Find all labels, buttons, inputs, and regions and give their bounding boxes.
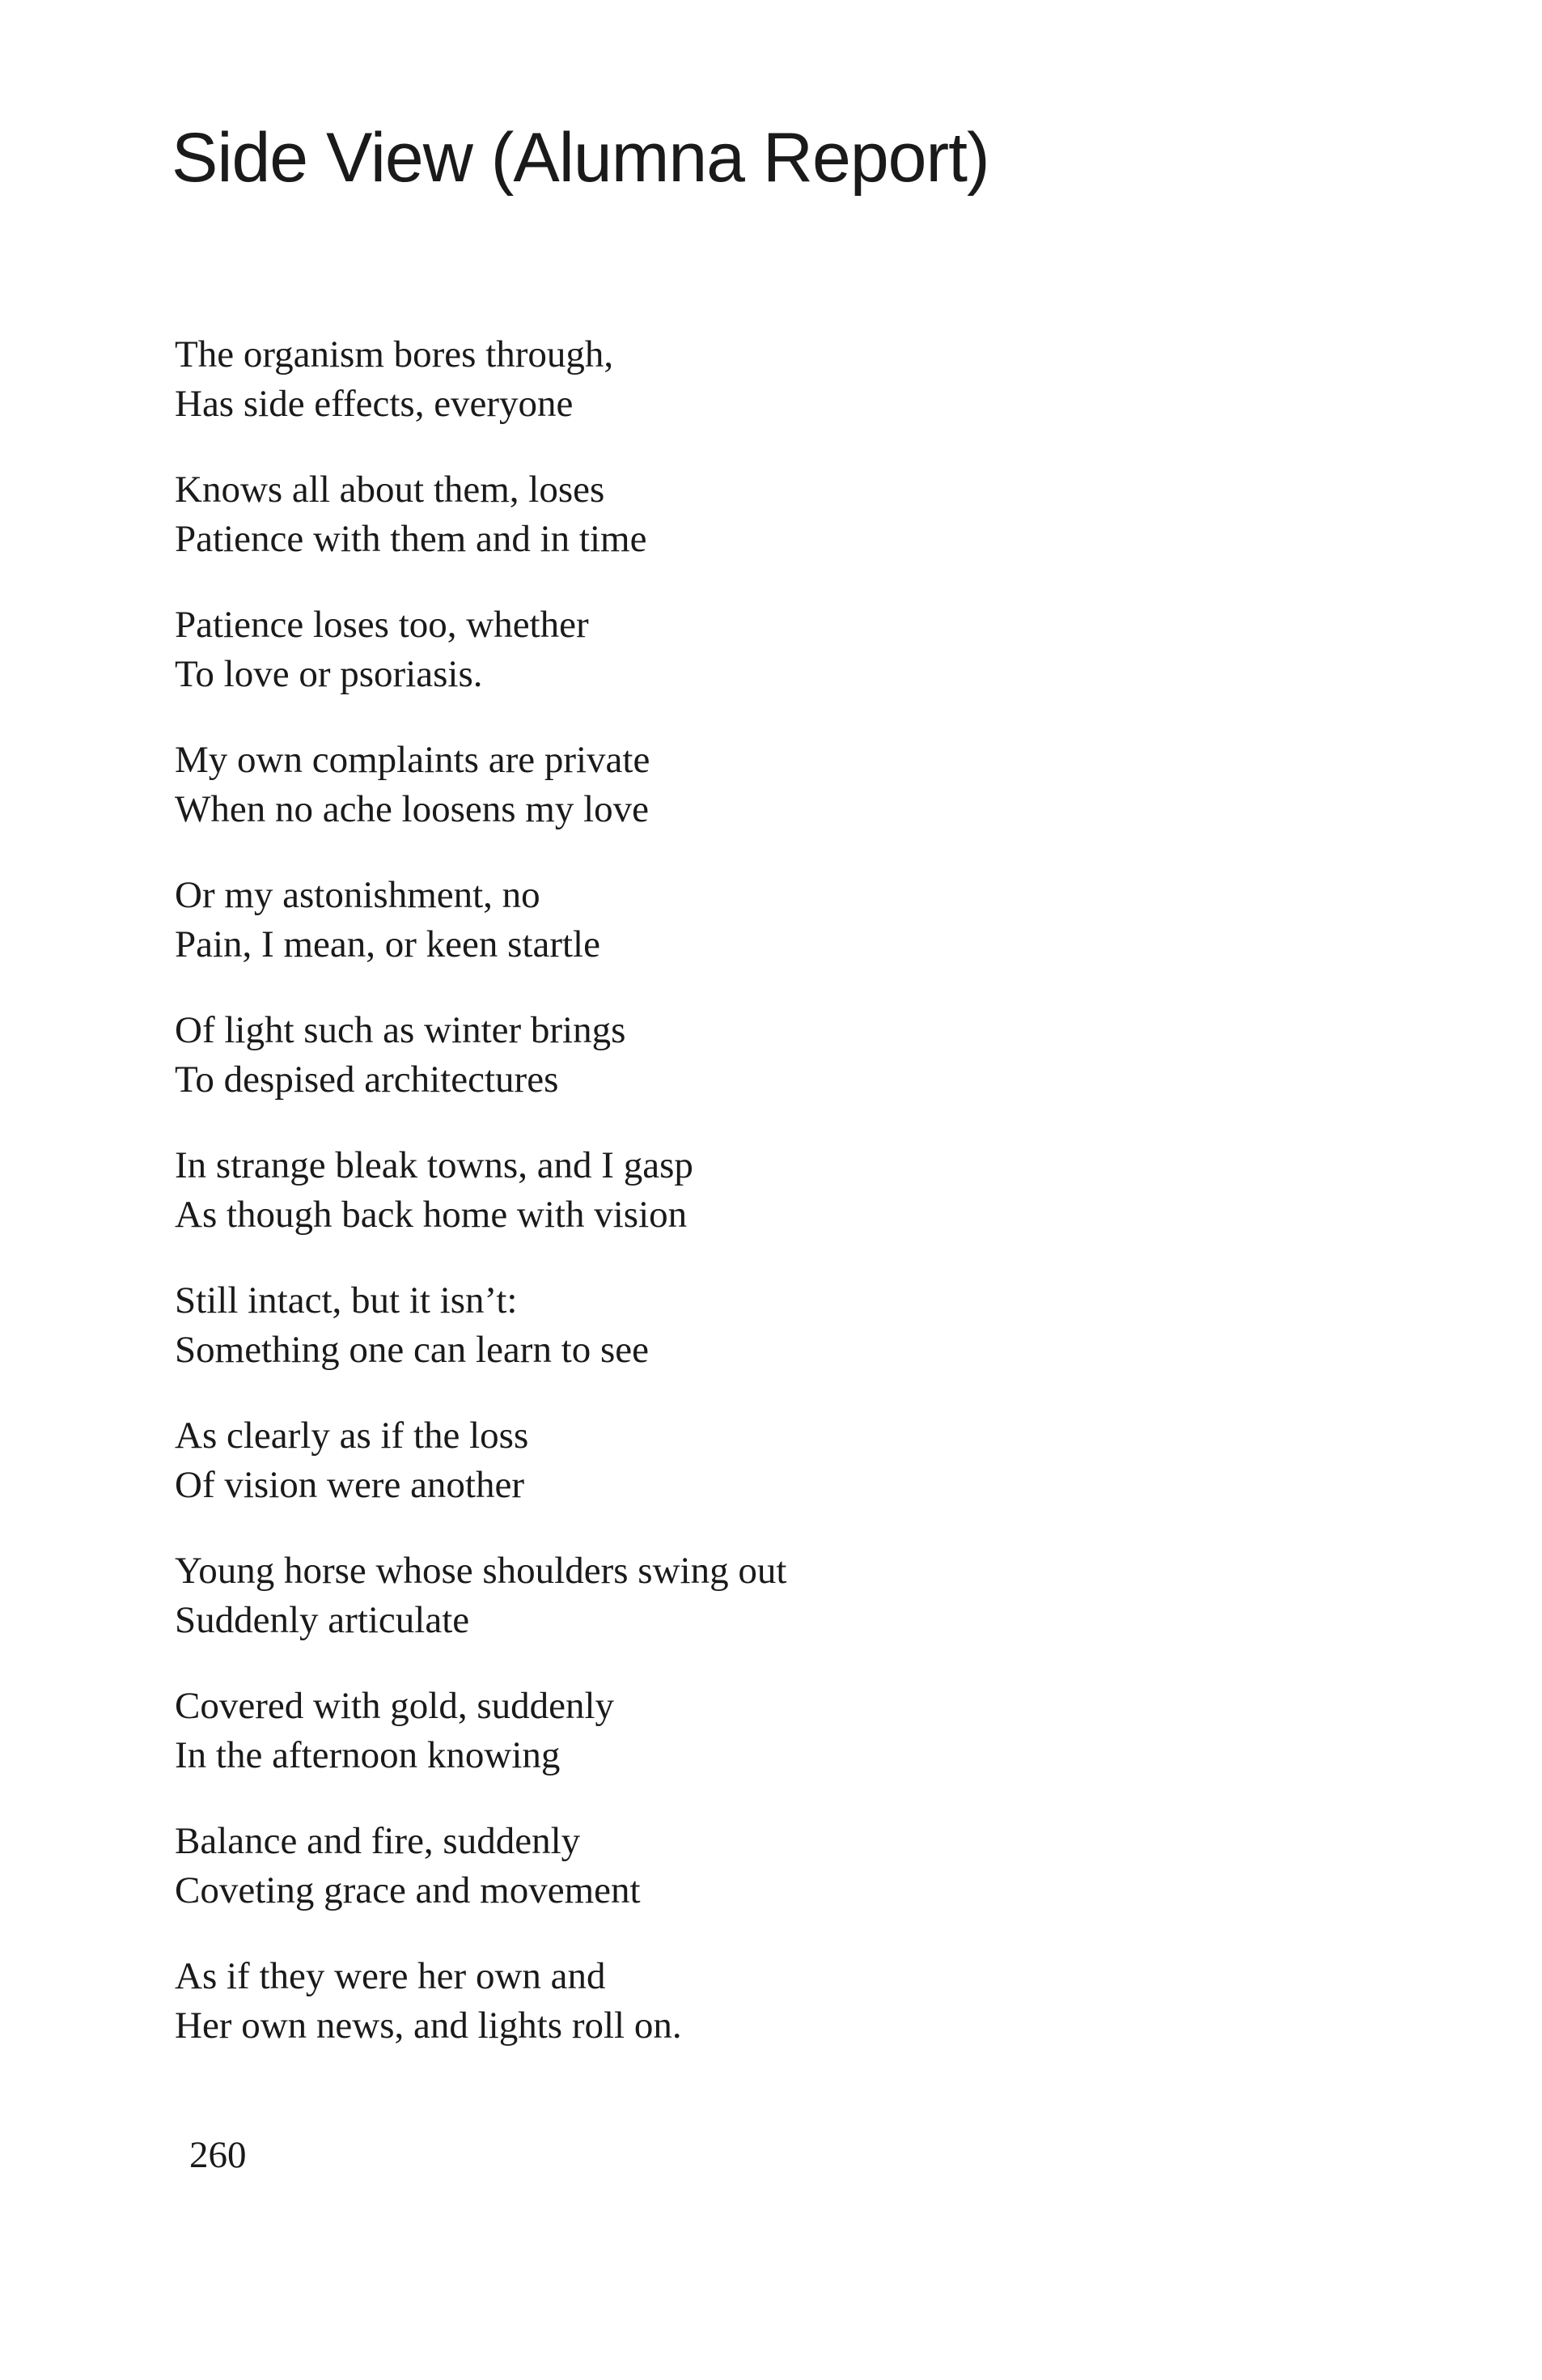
poem-line: Balance and fire, suddenly: [175, 1820, 581, 1862]
stanza: [175, 1682, 1307, 1780]
poem-line: Or my astonishment, no: [175, 874, 540, 916]
stanza: [175, 1006, 1307, 1105]
stanza: [175, 330, 1307, 429]
poem-line: In the afternoon knowing: [175, 1734, 561, 1776]
page-number: 260: [189, 2134, 247, 2176]
poem-line: The organism bores through,: [175, 333, 614, 375]
stanza: [175, 1276, 1307, 1375]
poem-line: Still intact, but it isn’t:: [175, 1279, 518, 1322]
poem-line: Pain, I mean, or keen startle: [175, 923, 600, 965]
poem-line: Of light such as winter brings: [175, 1009, 626, 1051]
stanza: [175, 736, 1307, 834]
poem-line: My own complaints are private: [175, 739, 650, 781]
poem-line: Something one can learn to see: [175, 1329, 650, 1371]
poem-line: Suddenly articulate: [175, 1599, 470, 1641]
poem-line: Her own news, and lights roll on.: [175, 2005, 682, 2047]
stanza: [175, 1411, 1307, 1510]
poem-body: [175, 330, 1307, 2087]
poem-title: Side View (Alumna Report): [172, 119, 989, 197]
stanza: [175, 871, 1307, 969]
poem-line: Covered with gold, suddenly: [175, 1685, 615, 1727]
poem-line: Has side effects, everyone: [175, 383, 574, 425]
poem-line: Of vision were another: [175, 1464, 524, 1506]
poem-line: Young horse whose shoulders swing out: [175, 1550, 787, 1592]
poem-line: As though back home with vision: [175, 1194, 688, 1236]
poem-line: To love or psoriasis.: [175, 653, 483, 695]
poem-line: In strange bleak towns, and I gasp: [175, 1144, 693, 1186]
stanza: [175, 1141, 1307, 1240]
stanza: [175, 465, 1307, 564]
poem-line: As clearly as if the loss: [175, 1415, 529, 1457]
poem-line: Patience with them and in time: [175, 518, 647, 560]
stanza: [175, 600, 1307, 699]
poem-line: When no ache loosens my love: [175, 788, 650, 830]
stanza: [175, 1952, 1307, 2051]
poem-line: Patience loses too, whether: [175, 604, 589, 646]
poem-line: Coveting grace and movement: [175, 1869, 641, 1911]
poem-line: Knows all about them, loses: [175, 469, 605, 511]
poem-line: As if they were her own and: [175, 1955, 606, 1997]
stanza: [175, 1546, 1307, 1645]
stanza: [175, 1817, 1307, 1915]
poem-line: To despised architectures: [175, 1058, 559, 1101]
